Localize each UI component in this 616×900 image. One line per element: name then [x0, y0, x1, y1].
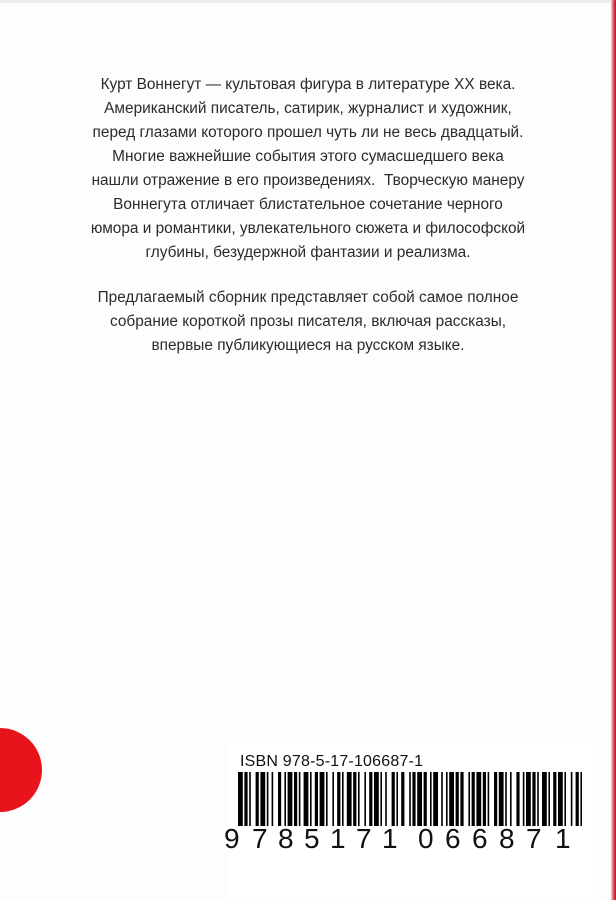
barcode-bar [358, 772, 360, 826]
barcode-digit: 1 [382, 823, 398, 854]
barcode-bar [483, 772, 486, 826]
barcode-bar [488, 772, 490, 826]
barcode-bar [446, 772, 448, 826]
text-line: Предлагаемый сборник представляет собой самое полное [97, 289, 519, 306]
text-line: собрание короткой прозы писателя, включая рассказы, [109, 313, 507, 330]
barcode-digit: 0 [418, 823, 434, 854]
barcode-bar [337, 772, 340, 826]
barcode-bar [505, 772, 507, 826]
barcode-bar [516, 772, 519, 826]
barcode-bar [326, 772, 328, 826]
barcode-bar [374, 772, 379, 826]
text-line: юмора и романтики, увлекательного сюжета и философской [90, 220, 526, 237]
barcode-bar [456, 772, 459, 826]
barcode-bar [553, 772, 556, 826]
barcode-bar [272, 772, 274, 826]
barcode-bar [347, 772, 352, 826]
text-line: впервые публикующиеся на русском языке. [151, 337, 465, 354]
barcode-bar [537, 772, 539, 826]
barcode-bar [260, 772, 265, 826]
barcode-bar [510, 772, 512, 826]
barcode-bar [526, 772, 531, 826]
red-circle-emblem [0, 728, 42, 812]
barcode-bar [284, 772, 286, 826]
barcode-digit: 9 [224, 823, 240, 854]
barcode-bar [576, 772, 579, 826]
barcode-bar [353, 772, 356, 826]
barcode-bar [380, 772, 382, 826]
text-line: Многие важнейшие события этого сумасшедшего века [112, 148, 504, 165]
description-paragraph-2 [40, 286, 576, 358]
barcode-bar [580, 772, 582, 826]
barcode-bar [315, 772, 318, 826]
barcode-bar [320, 772, 325, 826]
barcode-bar [468, 772, 470, 826]
barcode-digit: 6 [445, 823, 461, 854]
barcode-bar [396, 772, 398, 826]
barcode-bar [424, 772, 427, 826]
barcode-digit: 8 [499, 823, 515, 854]
barcode-bar [401, 772, 404, 826]
isbn-label: ISBN 978-5-17-106687-1 [240, 753, 424, 770]
barcode-bar [564, 772, 566, 826]
barcode-bar [278, 772, 281, 826]
barcode-bar [392, 772, 395, 826]
text-line: Курт Воннегут — культовая фигура в литературе XX века. [100, 76, 516, 93]
barcode-bar [364, 772, 366, 826]
barcode-bar [532, 772, 535, 826]
barcode-bar [494, 772, 497, 826]
barcode-digit: 7 [526, 823, 542, 854]
text-line: глубины, безудержной фантазии и реализма. [145, 244, 471, 261]
text-line: Воннегута отличает блистательное сочетание черного [113, 196, 503, 213]
barcode-bar [449, 772, 454, 826]
barcode-bar [294, 772, 297, 826]
barcode-digit: 7 [356, 823, 372, 854]
barcode-bar [238, 772, 243, 826]
barcode-bar [332, 772, 334, 826]
text-line: перед глазами которого прошел чуть ли не весь двадцатый. [92, 124, 524, 141]
barcode-bar [476, 772, 481, 826]
barcode-bar [385, 772, 387, 826]
barcode-bar [430, 772, 432, 826]
text-line: Американский писатель, сатирик, журналист и художник, [104, 100, 512, 117]
right-red-edge [611, 0, 616, 900]
barcode-digit: 5 [304, 823, 320, 854]
barcode-bar [342, 772, 344, 826]
barcode-bar [523, 772, 525, 826]
barcode-bar [249, 772, 251, 826]
barcode-bar [409, 772, 411, 826]
barcode-bar [288, 772, 293, 826]
barcode-digit: 1 [330, 823, 346, 854]
barcode-bar [548, 772, 550, 826]
barcode-bar [412, 772, 415, 826]
barcode-bar [499, 772, 504, 826]
barcode-bar [441, 772, 443, 826]
barcode-bar [310, 772, 312, 826]
description-paragraph-1 [40, 73, 576, 265]
top-edge [0, 0, 616, 3]
barcode-bar [267, 772, 269, 826]
barcode-digits [224, 822, 594, 856]
barcode-digit: 6 [472, 823, 488, 854]
barcode-bar [244, 772, 247, 826]
barcode-bar [460, 772, 463, 826]
barcode-bar [472, 772, 475, 826]
barcode-bar [542, 772, 547, 826]
barcode-bar [571, 772, 573, 826]
barcode-bar [558, 772, 563, 826]
barcode-bar [299, 772, 301, 826]
barcode-digit: 7 [252, 823, 268, 854]
barcode-digit: 8 [278, 823, 294, 854]
barcode-bar [433, 772, 438, 826]
barcode-bar [304, 772, 309, 826]
barcode-bar [256, 772, 259, 826]
barcode-bar [369, 772, 372, 826]
barcode-bar [417, 772, 422, 826]
text-line: нашли отражение в его произведениях. Творческую манеру [91, 172, 525, 189]
barcode-digit: 1 [555, 823, 571, 854]
